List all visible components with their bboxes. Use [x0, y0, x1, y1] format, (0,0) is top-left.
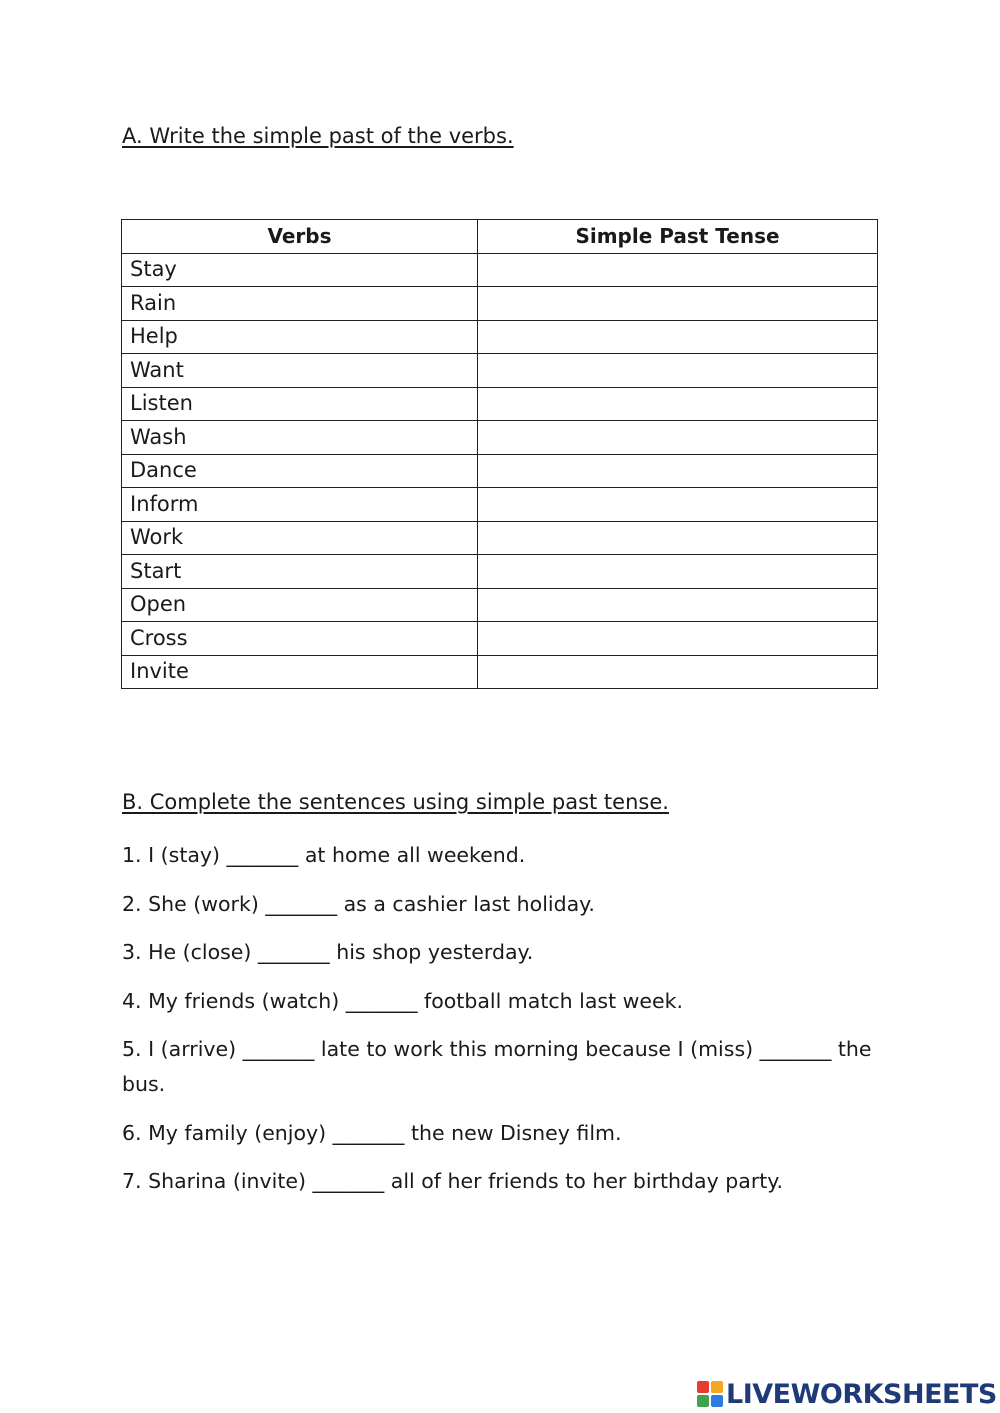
verb-cell: Listen	[122, 387, 478, 421]
table-row	[122, 655, 878, 689]
section-a-title: A. Write the simple past of the verbs.	[122, 124, 514, 148]
table-row	[122, 387, 878, 421]
verbs-table	[121, 219, 878, 689]
verb-cell: Rain	[122, 287, 478, 321]
answer-cell[interactable]	[478, 320, 878, 354]
sentence-list	[122, 838, 902, 1213]
header-verbs: Verbs	[122, 220, 478, 254]
sentence-item: 2. She (work) _______ as a cashier last holiday.	[122, 891, 595, 916]
logo-square-red	[697, 1381, 709, 1393]
verb-cell: Want	[122, 354, 478, 388]
verb-cell: Wash	[122, 421, 478, 455]
answer-cell[interactable]	[478, 454, 878, 488]
logo-mark-icon	[697, 1381, 723, 1407]
answer-cell[interactable]	[478, 655, 878, 689]
logo-square-blue	[711, 1395, 723, 1407]
answer-cell[interactable]	[478, 622, 878, 656]
verb-cell: Start	[122, 555, 478, 589]
verb-cell: Help	[122, 320, 478, 354]
verb-cell: Inform	[122, 488, 478, 522]
sentence-item: 1. I (stay) _______ at home all weekend.	[122, 843, 526, 867]
table-header-row	[122, 220, 878, 254]
answer-cell[interactable]	[478, 253, 878, 287]
answer-cell[interactable]	[478, 588, 878, 622]
table-row	[122, 454, 878, 488]
verb-cell: Work	[122, 521, 478, 555]
logo-square-green	[697, 1395, 709, 1407]
sentence-item: 7. Sharina (invite) _______ all of her friends to her birthday party.	[122, 1169, 784, 1193]
answer-cell[interactable]	[478, 287, 878, 321]
table-row	[122, 253, 878, 287]
liveworksheets-logo	[697, 1378, 997, 1410]
table-row	[122, 421, 878, 455]
verb-cell: Open	[122, 588, 478, 622]
sentence-item: 6. My family (enjoy) _______ the new Disney film.	[122, 1120, 622, 1145]
logo-square-orange	[711, 1381, 723, 1393]
table-row	[122, 488, 878, 522]
answer-cell[interactable]	[478, 555, 878, 589]
logo-text: LIVEWORKSHEETS	[726, 1378, 997, 1410]
section-b-title: B. Complete the sentences using simple past tense.	[122, 790, 669, 814]
answer-cell[interactable]	[478, 488, 878, 522]
answer-cell[interactable]	[478, 354, 878, 388]
sentence-item: 4. My friends (watch) _______ football match last week.	[122, 988, 684, 1013]
table-row	[122, 555, 878, 589]
header-simple-past: Simple Past Tense	[478, 220, 878, 254]
table-row	[122, 287, 878, 321]
table-row	[122, 521, 878, 555]
table-row	[122, 622, 878, 656]
verb-cell: Stay	[122, 253, 478, 287]
answer-cell[interactable]	[478, 421, 878, 455]
verb-cell: Invite	[122, 655, 478, 689]
sentence-item: 5. I (arrive) _______ late to work this morning because I (miss) _______ the bus.	[122, 1037, 872, 1096]
table-row	[122, 588, 878, 622]
verb-cell: Dance	[122, 454, 478, 488]
answer-cell[interactable]	[478, 521, 878, 555]
sentence-item: 3. He (close) _______ his shop yesterday.	[122, 940, 534, 964]
verb-cell: Cross	[122, 622, 478, 656]
answer-cell[interactable]	[478, 387, 878, 421]
table-row	[122, 354, 878, 388]
table-row	[122, 320, 878, 354]
